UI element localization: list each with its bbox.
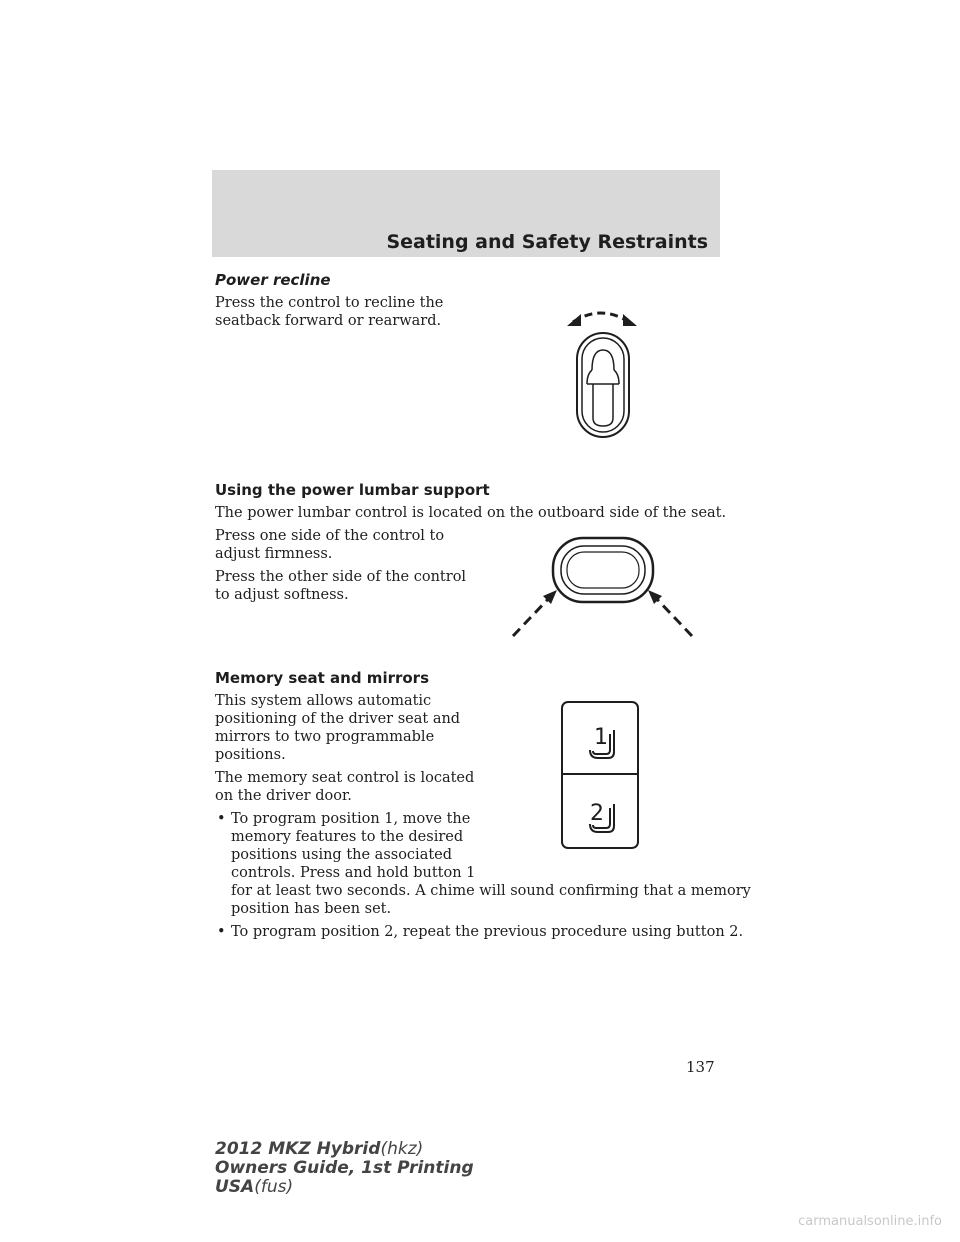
footer-line-1 bbox=[215, 1140, 474, 1159]
footer-market: USA bbox=[215, 1177, 255, 1197]
recline-text-line-2: seatback forward or rearward. bbox=[215, 313, 442, 329]
footer-model-code: (hkz) bbox=[380, 1139, 424, 1159]
lumbar-heading: Using the power lumbar support bbox=[215, 481, 490, 499]
memory-p1-line-1: This system allows automatic bbox=[215, 693, 432, 709]
bullet-1-symbol: • bbox=[217, 811, 226, 827]
memory-heading: Memory seat and mirrors bbox=[215, 669, 430, 687]
memory-button-2-label: 2 bbox=[590, 801, 604, 826]
footer bbox=[215, 1140, 474, 1197]
footer-line-3 bbox=[215, 1178, 474, 1197]
lumbar-firmness-line-2: adjust firmness. bbox=[215, 546, 333, 562]
memory-button-1-label: 1 bbox=[594, 725, 608, 750]
lumbar-softness-line-2: to adjust softness. bbox=[215, 587, 349, 603]
memory-p2-line-2: on the driver door. bbox=[215, 788, 352, 804]
recline-control-illustration bbox=[555, 300, 655, 440]
lumbar-firmness-line-1: Press one side of the control to bbox=[215, 528, 445, 544]
lumbar-intro: The power lumbar control is located on the outboard side of the seat. bbox=[215, 505, 727, 521]
bullet-1-line-6: position has been set. bbox=[231, 901, 392, 917]
header-band bbox=[212, 170, 720, 257]
memory-buttons-illustration bbox=[560, 700, 640, 850]
footer-market-code: (fus) bbox=[254, 1177, 294, 1197]
memory-p1-line-2: positioning of the driver seat and bbox=[215, 711, 461, 727]
section-title: Seating and Safety Restraints bbox=[386, 231, 708, 253]
memory-p2-line-1: The memory seat control is located bbox=[215, 770, 475, 786]
memory-p1-line-4: positions. bbox=[215, 747, 286, 763]
bullet-2-symbol: • bbox=[217, 924, 226, 940]
bullet-1-line-2: memory features to the desired bbox=[231, 829, 464, 845]
bullet-2-line-1: To program position 2, repeat the previous procedure using button 2. bbox=[231, 924, 744, 940]
recline-text-line-1: Press the control to recline the bbox=[215, 295, 444, 311]
page-number: 137 bbox=[686, 1058, 715, 1076]
memory-p1-line-3: mirrors to two programmable bbox=[215, 729, 435, 745]
bullet-1-line-3: positions using the associated bbox=[231, 847, 453, 863]
bullet-1-line-4: controls. Press and hold button 1 bbox=[231, 865, 476, 881]
footer-line-2: Owners Guide, 1st Printing bbox=[215, 1158, 474, 1178]
power-recline-heading: Power recline bbox=[215, 271, 331, 289]
bullet-1-line-1: To program position 1, move the bbox=[231, 811, 471, 827]
bullet-1-line-5: for at least two seconds. A chime will sound confirming that a memory bbox=[231, 883, 751, 899]
footer-model: 2012 MKZ Hybrid bbox=[215, 1139, 381, 1159]
lumbar-control-illustration bbox=[505, 530, 700, 642]
watermark: carmanualsonline.info bbox=[798, 1214, 942, 1229]
lumbar-softness-line-1: Press the other side of the control bbox=[215, 569, 467, 585]
